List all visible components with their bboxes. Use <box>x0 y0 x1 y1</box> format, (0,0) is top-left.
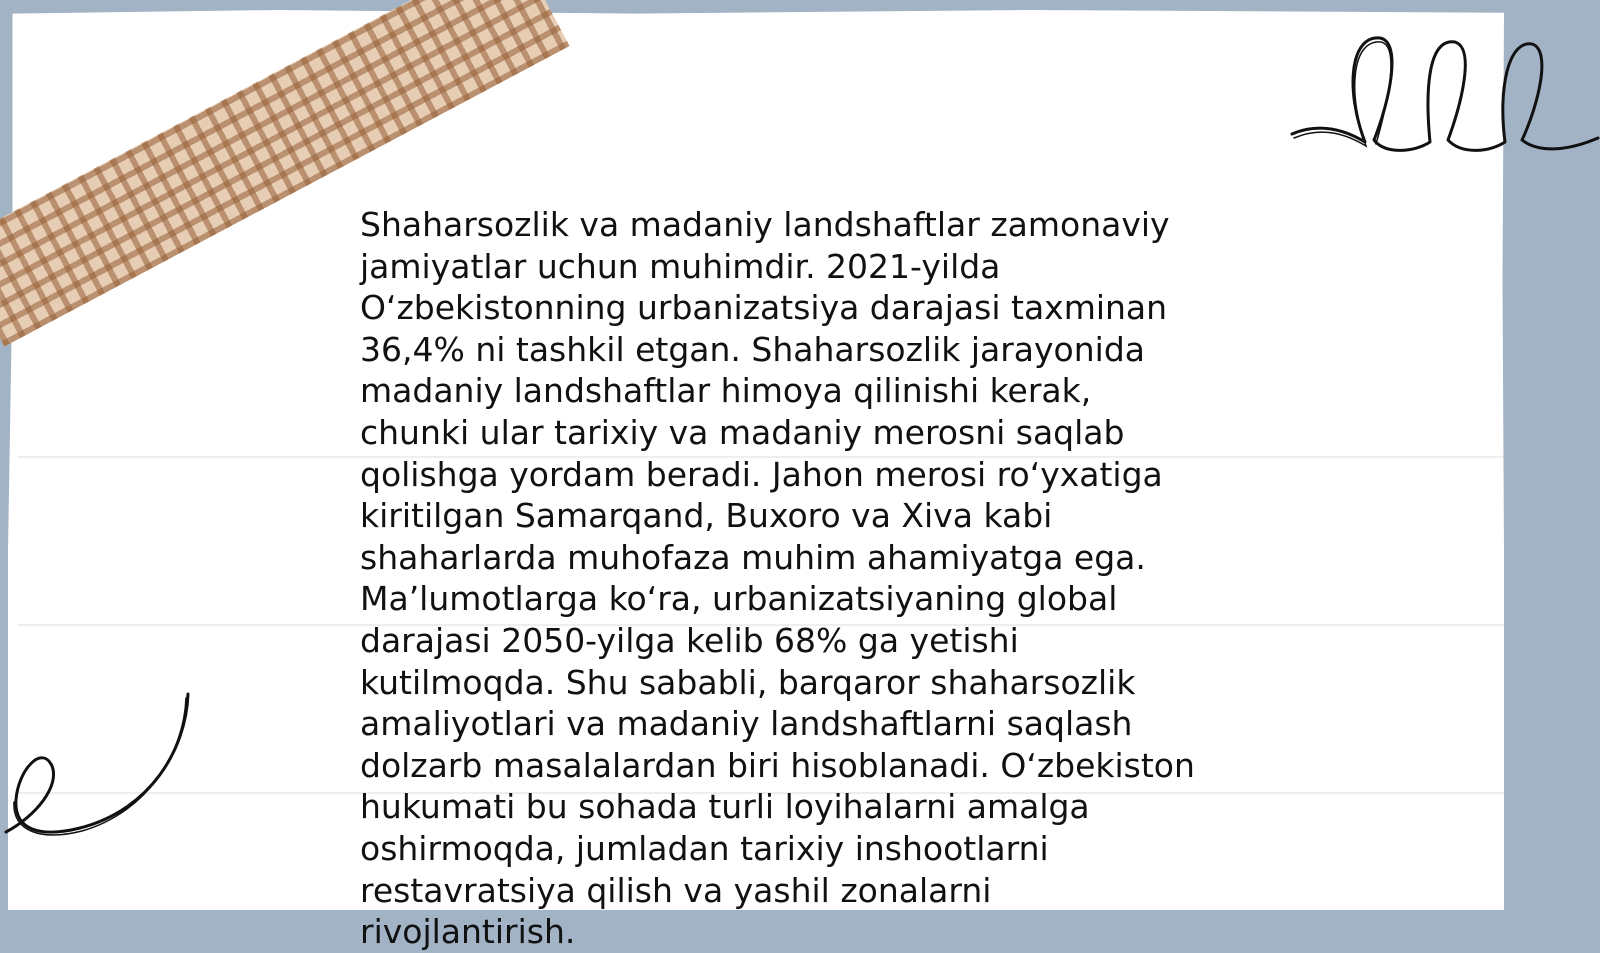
curl-scribble-icon <box>0 690 200 850</box>
loop-scribble-icon <box>1290 30 1600 160</box>
body-paragraph: Shaharsozlik va madaniy landshaftlar zamonaviy jamiyatlar uchun muhimdir. 2021-yilda O‘zbekistonning urbanizatsiya darajasi taxminan 36,4% ni tashkil etgan. Shaharsozlik jarayonida madaniy landshaftlar himoya qilinishi kerak, chunki ular tarixiy va madaniy merosni saqlab qolishga yordam beradi. Jahon merosi ro‘yxatiga kiritilgan Samarqand, Buxoro va Xiva kabi shaharlarda muhofaza muhim ahamiyatga ega. Ma’lumotlarga ko‘ra, urbanizatsiyaning global darajasi 2050-yilga kelib 68% ga yetishi kutilmoqda. Shu sababli, barqaror shaharsozlik amaliyotlari va madaniy landshaftlarni saqlash dolzarb masalalardan biri hisoblanadi. O‘zbekiston hukumati bu sohada turli loyihalarni amalga oshirmoqda, jumladan tarixiy inshootlarni restavratsiya qilish va yashil zonalarni rivojlantirish. <box>360 205 1195 952</box>
